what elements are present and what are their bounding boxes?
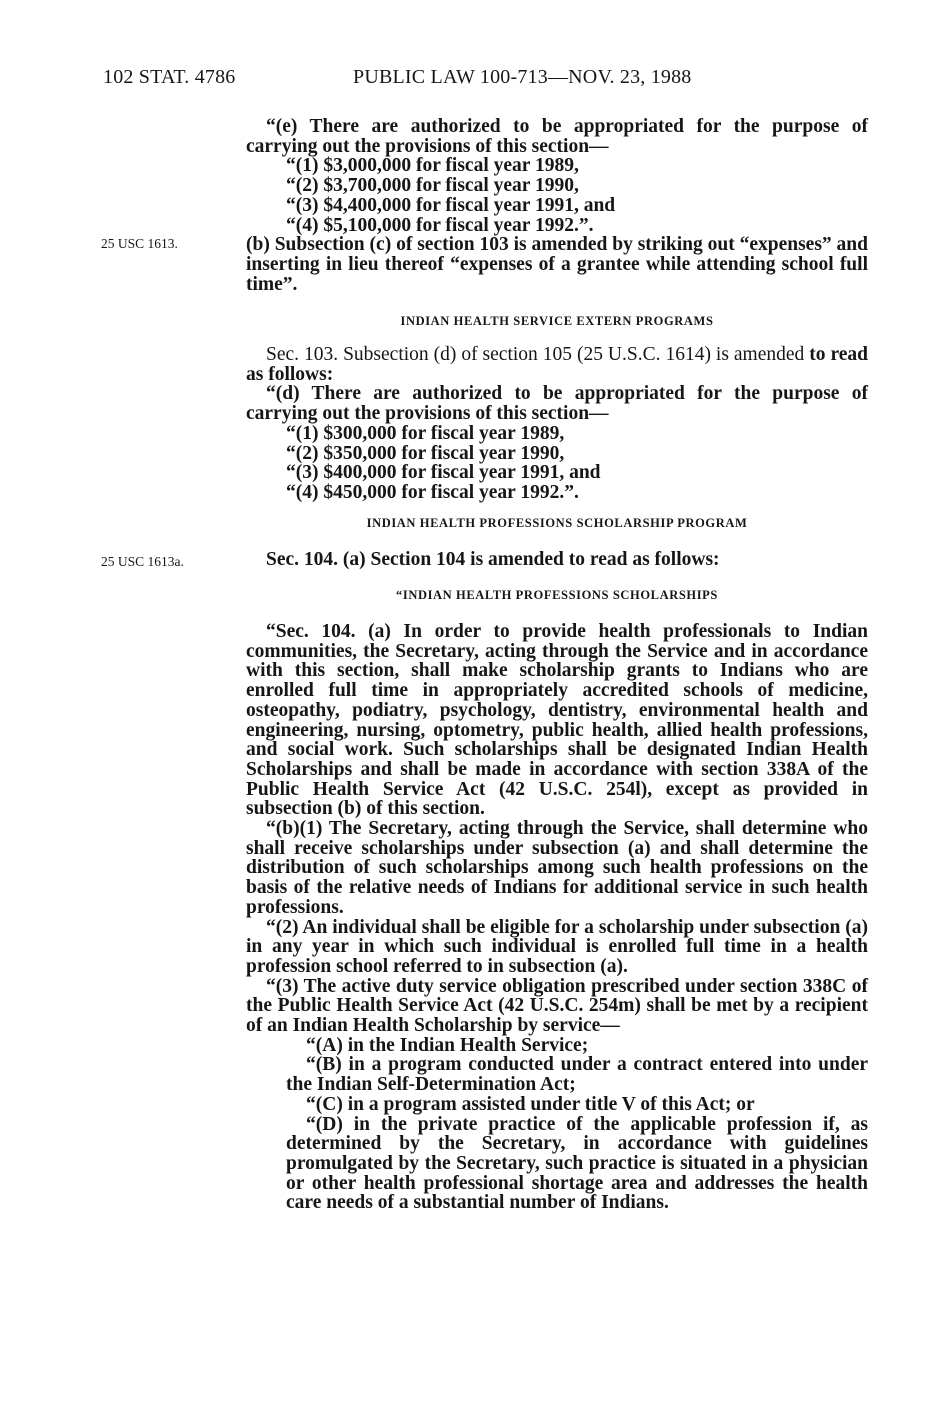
section-104 — [246, 622, 868, 1213]
sec-104-intro-text: Sec. 104. (a) Section 104 is amended to read as follows: — [266, 549, 720, 570]
list-item: “(4) $450,000 for fiscal year 1992.”. — [286, 481, 579, 503]
list-item: “(3) $400,000 for fiscal year 1991, and — [286, 462, 601, 484]
section-103 — [246, 345, 868, 503]
sec-103-intro-bold: to read as follows: — [246, 344, 868, 385]
sec-103-intro-text: Sec. 103. Subsection (d) of section 105 (25 U.S.C. 1614) is amended — [266, 344, 805, 365]
list-item: “(3) $4,400,000 for fiscal year 1991, and — [286, 194, 616, 216]
subsection-a: “Sec. 104. (a) In order to provide health professionals to Indian communities, the Secretary, acting through the Service and in accordance with this section, shall make scholarship grants to Indians who are enrolled full time in appropriately accredited schools of medicine, osteopathy, podiatry, psychology, dentistry, environmental health and engineering, nursing, optometry, public health, allied health professions, and social work. Such scholarships shall be designated Indian Health Scholarships and shall be made in accordance with section 338A of the Public Health Service Act (42 U.S.C. 254l), except as provided in subsection (b) of this section. — [246, 621, 868, 820]
subsection-b1: “(b)(1) The Secretary, acting through the Service, shall determine who shall receive scholarships under subsection (a) and shall determine the distribution of such scholarships among such health professions on the basis of the relative needs of Indians for additional service in such health professions. — [246, 818, 868, 918]
heading-extern-programs: INDIAN HEALTH SERVICE EXTERN PROGRAMS — [400, 314, 714, 328]
clause-d: “(D) in the private practice of the applicable profession if, as determined by the Secretary, in accordance with guidelines promulgated by the Secretary, such practice is situated in a physician or other health professional shortage area and addresses the health care needs of a substantial number of Indians. — [286, 1113, 868, 1214]
list-item: “(1) $3,000,000 for fiscal year 1989, — [286, 155, 579, 177]
paragraph-d: “(d) There are authorized to be appropriated for the purpose of carrying out the provisions of this section— — [246, 383, 868, 425]
list-item: “(2) $3,700,000 for fiscal year 1990, — [286, 175, 579, 197]
list-item: “(4) $5,100,000 for fiscal year 1992.”. — [286, 214, 594, 236]
clause-c: “(C) in a program assisted under title V of this Act; or — [306, 1093, 755, 1115]
subsection-b3: “(3) The active duty service obligation prescribed under section 338C of the Public Health Service Act (42 U.S.C. 254m) shall be met by a recipient of an Indian Health Scholarship by service— — [246, 975, 868, 1037]
paragraph-e: “(e) There are authorized to be appropriated for the purpose of carrying out the provisions of this section— — [246, 116, 868, 157]
heading-scholarships: “INDIAN HEALTH PROFESSIONS SCHOLARSHIPS — [396, 588, 718, 602]
section-104-intro — [246, 550, 868, 570]
list-item: “(2) $350,000 for fiscal year 1990, — [286, 442, 565, 464]
clause-b: “(B) in a program conducted under a contract entered into under the Indian Self-Determination Act; — [286, 1054, 868, 1096]
subsection-b2: “(2) An individual shall be eligible for a scholarship under subsection (a) in any year in which such individual is enrolled full time in a health profession school referred to in subsection (a). — [246, 916, 868, 977]
page-header-left: 102 STAT. 4786 — [103, 66, 236, 88]
heading-scholarship-program: INDIAN HEALTH PROFESSIONS SCHOLARSHIP PROGRAM — [366, 516, 748, 530]
margin-note-1613a: 25 USC 1613a. — [101, 554, 184, 569]
sec-103-intro — [246, 345, 868, 384]
section-102-continuation — [246, 117, 868, 294]
list-item: “(1) $300,000 for fiscal year 1989, — [286, 422, 565, 444]
margin-note-1613: 25 USC 1613. — [101, 236, 178, 251]
page-header-right: PUBLIC LAW 100-713—NOV. 23, 1988 — [353, 66, 692, 88]
paragraph-b: (b) Subsection (c) of section 103 is amended by striking out “expenses” and inserting in lieu thereof “expenses of a grantee while attending school full time”. — [246, 234, 868, 295]
clause-a: “(A) in the Indian Health Service; — [306, 1034, 589, 1056]
